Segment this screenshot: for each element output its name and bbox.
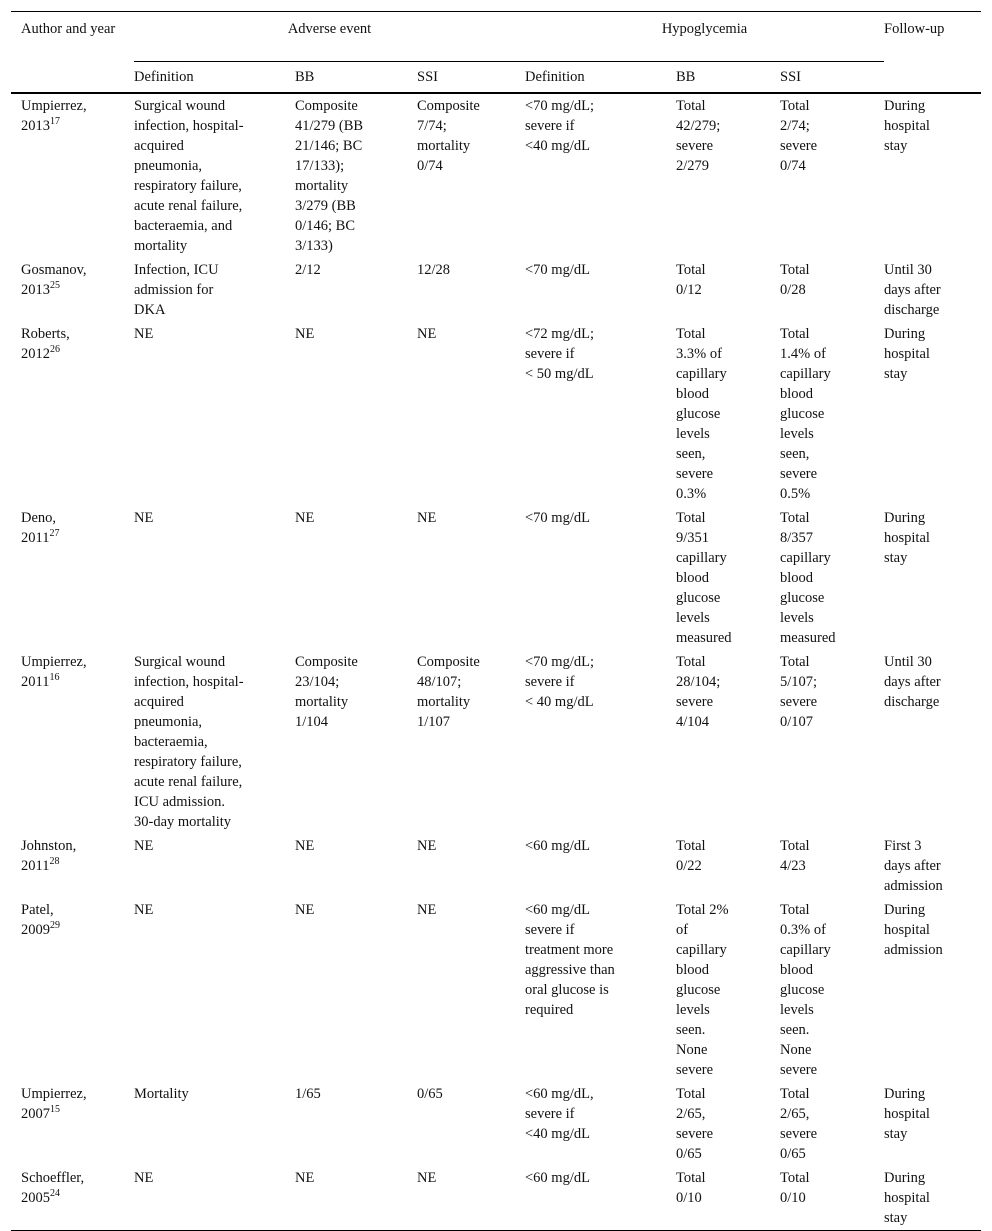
reference-superscript: 24 xyxy=(50,1188,60,1200)
hypo-bb-cell-text: Total 9/351 capillary blood glucose levels measured xyxy=(676,510,732,646)
header-hypoglycemia: Hypoglycemia xyxy=(525,12,884,62)
ae-ssi-cell xyxy=(417,898,525,1082)
header-hypo-ssi: SSI xyxy=(780,69,801,85)
table-row xyxy=(11,898,981,1082)
author-cell xyxy=(11,93,134,258)
ae-ssi-cell-text: NE xyxy=(417,838,437,854)
follow-up-cell xyxy=(884,834,981,898)
hypo-definition-cell xyxy=(525,898,676,1082)
header-author-year: Author and year xyxy=(21,21,116,37)
hypo-ssi-cell-text: Total 0/28 xyxy=(780,262,810,298)
ae-definition-cell xyxy=(134,650,295,834)
ae-ssi-cell-text: NE xyxy=(417,1170,437,1186)
ae-definition-cell xyxy=(134,506,295,650)
table-row xyxy=(11,1082,981,1166)
hypo-ssi-cell xyxy=(780,258,884,322)
hypo-bb-cell xyxy=(676,322,780,506)
author-cell xyxy=(11,1082,134,1166)
hypo-definition-cell xyxy=(525,834,676,898)
ae-ssi-cell-text: NE xyxy=(417,510,437,526)
ae-ssi-cell-text: Composite 7/74; mortality 0/74 xyxy=(417,98,480,174)
ae-ssi-cell xyxy=(417,1082,525,1166)
ae-bb-cell-text: NE xyxy=(295,510,315,526)
author-cell-text: Patel, 2009 xyxy=(21,902,54,938)
table-row xyxy=(11,93,981,258)
hypo-ssi-cell-text: Total 2/74; severe 0/74 xyxy=(780,98,818,174)
hypo-bb-cell-text: Total 0/22 xyxy=(676,838,706,874)
ae-ssi-cell-text: NE xyxy=(417,902,437,918)
follow-up-cell xyxy=(884,93,981,258)
hypo-bb-cell xyxy=(676,258,780,322)
ae-bb-cell-text: 2/12 xyxy=(295,262,321,278)
reference-superscript: 15 xyxy=(50,1104,60,1116)
hypo-bb-cell-text: Total 2/65, severe 0/65 xyxy=(676,1086,714,1162)
ae-definition-cell-text: NE xyxy=(134,510,154,526)
hypo-definition-cell-text: <60 mg/dL xyxy=(525,838,590,854)
ae-definition-cell-text: Surgical wound infection, hospital- acquired pneumonia, respiratory failure, acute renal failure, bacteraemia, and mortality xyxy=(134,98,244,254)
hypo-ssi-cell xyxy=(780,506,884,650)
author-cell xyxy=(11,650,134,834)
follow-up-cell-text: Until 30 days after discharge xyxy=(884,654,941,710)
author-cell xyxy=(11,506,134,650)
hypo-ssi-cell-text: Total 4/23 xyxy=(780,838,810,874)
hypo-definition-cell-text: <70 mg/dL xyxy=(525,262,590,278)
ae-bb-cell xyxy=(295,650,417,834)
hypo-definition-cell-text: <70 mg/dL; severe if <40 mg/dL xyxy=(525,98,594,154)
follow-up-cell-text: During hospital stay xyxy=(884,510,930,566)
ae-definition-cell-text: NE xyxy=(134,838,154,854)
header-hypo-definition: Definition xyxy=(525,69,585,85)
ae-definition-cell xyxy=(134,834,295,898)
hypo-bb-cell xyxy=(676,834,780,898)
ae-definition-cell xyxy=(134,1166,295,1231)
ae-ssi-cell xyxy=(417,1166,525,1231)
follow-up-cell xyxy=(884,322,981,506)
hypo-ssi-cell-text: Total 1.4% of capillary blood glucose levels seen, severe 0.5% xyxy=(780,326,831,502)
ae-ssi-cell xyxy=(417,650,525,834)
ae-bb-cell xyxy=(295,258,417,322)
ae-definition-cell xyxy=(134,898,295,1082)
follow-up-cell xyxy=(884,1082,981,1166)
ae-definition-cell-text: Infection, ICU admission for DKA xyxy=(134,262,219,318)
hypo-ssi-cell xyxy=(780,834,884,898)
hypo-ssi-cell xyxy=(780,1166,884,1231)
hypo-definition-cell xyxy=(525,322,676,506)
hypo-bb-cell-text: Total 0/12 xyxy=(676,262,706,298)
hypo-definition-cell-text: <70 mg/dL xyxy=(525,510,590,526)
ae-ssi-cell-text: 12/28 xyxy=(417,262,451,278)
header-row-sub xyxy=(11,62,981,94)
ae-bb-cell-text: NE xyxy=(295,838,315,854)
reference-superscript: 29 xyxy=(50,920,60,932)
hypo-ssi-cell xyxy=(780,322,884,506)
author-cell-text: Umpierrez, 2007 xyxy=(21,1086,87,1122)
header-ae-bb: BB xyxy=(295,69,315,85)
reference-superscript: 27 xyxy=(49,528,60,540)
ae-bb-cell-text: 1/65 xyxy=(295,1086,321,1102)
hypo-bb-cell-text: Total 28/104; severe 4/104 xyxy=(676,654,721,730)
ae-definition-cell-text: NE xyxy=(134,902,154,918)
hypo-definition-cell-text: <60 mg/dL severe if treatment more aggressive than oral glucose is required xyxy=(525,902,615,1018)
author-cell xyxy=(11,322,134,506)
header-ae-ssi: SSI xyxy=(417,69,438,85)
author-cell-text: Umpierrez, 2011 xyxy=(21,654,87,690)
hypo-ssi-cell-text: Total 0.3% of capillary blood glucose levels seen. None severe xyxy=(780,902,831,1078)
ae-definition-cell-text: Surgical wound infection, hospital- acquired pneumonia, bacteraemia, respiratory failure, acute renal failure, ICU admission. 30-day mortality xyxy=(134,654,244,830)
ae-definition-cell-text: Mortality xyxy=(134,1086,189,1102)
ae-bb-cell-text: NE xyxy=(295,326,315,342)
hypo-bb-cell-text: Total 3.3% of capillary blood glucose levels seen, severe 0.3% xyxy=(676,326,727,502)
author-cell-text: Umpierrez, 2013 xyxy=(21,98,87,134)
reference-superscript: 28 xyxy=(49,856,60,868)
follow-up-cell xyxy=(884,898,981,1082)
hypo-ssi-cell xyxy=(780,93,884,258)
author-cell xyxy=(11,898,134,1082)
hypo-ssi-cell-text: Total 8/357 capillary blood glucose levels measured xyxy=(780,510,836,646)
ae-ssi-cell-text: Composite 48/107; mortality 1/107 xyxy=(417,654,480,730)
ae-definition-cell xyxy=(134,1082,295,1166)
hypo-definition-cell xyxy=(525,506,676,650)
header-ae-definition: Definition xyxy=(134,69,194,85)
hypo-ssi-cell-text: Total 2/65, severe 0/65 xyxy=(780,1086,818,1162)
ae-bb-cell-text: Composite 41/279 (BB 21/146; BC 17/133); mortality 3/279 (BB 0/146; BC 3/133) xyxy=(295,98,364,254)
hypo-bb-cell-text: Total 42/279; severe 2/279 xyxy=(676,98,721,174)
hypo-ssi-cell-text: Total 5/107; severe 0/107 xyxy=(780,654,818,730)
ae-bb-cell-text: Composite 23/104; mortality 1/104 xyxy=(295,654,358,730)
ae-bb-cell xyxy=(295,322,417,506)
hypo-bb-cell xyxy=(676,650,780,834)
header-row-group xyxy=(11,12,981,62)
follow-up-cell xyxy=(884,258,981,322)
ae-definition-cell xyxy=(134,322,295,506)
header-hypo-bb: BB xyxy=(676,69,696,85)
author-cell-text: Gosmanov, 2013 xyxy=(21,262,87,298)
follow-up-cell-text: During hospital stay xyxy=(884,1086,930,1142)
hypo-bb-cell xyxy=(676,93,780,258)
hypo-ssi-cell-text: Total 0/10 xyxy=(780,1170,810,1206)
reference-superscript: 16 xyxy=(49,672,60,684)
table-row xyxy=(11,322,981,506)
ae-bb-cell-text: NE xyxy=(295,1170,315,1186)
hypo-definition-cell-text: <60 mg/dL xyxy=(525,1170,590,1186)
hypo-definition-cell-text: <60 mg/dL, severe if <40 mg/dL xyxy=(525,1086,594,1142)
author-cell xyxy=(11,834,134,898)
ae-definition-cell xyxy=(134,93,295,258)
hypo-definition-cell xyxy=(525,258,676,322)
ae-ssi-cell xyxy=(417,322,525,506)
ae-definition-cell xyxy=(134,258,295,322)
hypo-definition-cell xyxy=(525,650,676,834)
ae-bb-cell xyxy=(295,506,417,650)
ae-bb-cell-text: NE xyxy=(295,902,315,918)
hypo-definition-cell xyxy=(525,1082,676,1166)
follow-up-cell xyxy=(884,1166,981,1231)
follow-up-cell-text: During hospital stay xyxy=(884,326,930,382)
ae-ssi-cell-text: 0/65 xyxy=(417,1086,443,1102)
author-cell-text: Roberts, 2012 xyxy=(21,326,70,362)
hypo-ssi-cell xyxy=(780,898,884,1082)
ae-ssi-cell xyxy=(417,834,525,898)
follow-up-cell-text: First 3 days after admission xyxy=(884,838,943,894)
hypo-bb-cell xyxy=(676,898,780,1082)
ae-definition-cell-text: NE xyxy=(134,326,154,342)
table-row xyxy=(11,834,981,898)
reference-superscript: 17 xyxy=(50,116,60,128)
follow-up-cell xyxy=(884,650,981,834)
ae-ssi-cell xyxy=(417,506,525,650)
follow-up-cell-text: During hospital stay xyxy=(884,1170,930,1226)
reference-superscript: 26 xyxy=(50,344,60,356)
ae-bb-cell xyxy=(295,1166,417,1231)
hypo-definition-cell-text: <70 mg/dL; severe if < 40 mg/dL xyxy=(525,654,594,710)
header-adverse-event: Adverse event xyxy=(134,12,525,62)
ae-ssi-cell xyxy=(417,258,525,322)
author-cell-text: Deno, 2011 xyxy=(21,510,57,546)
hypo-bb-cell xyxy=(676,1166,780,1231)
data-table xyxy=(11,11,981,1231)
follow-up-cell-text: Until 30 days after discharge xyxy=(884,262,941,318)
ae-bb-cell xyxy=(295,1082,417,1166)
ae-bb-cell xyxy=(295,898,417,1082)
hypo-ssi-cell xyxy=(780,1082,884,1166)
hypo-definition-cell-text: <72 mg/dL; severe if < 50 mg/dL xyxy=(525,326,594,382)
table-row xyxy=(11,650,981,834)
author-cell xyxy=(11,258,134,322)
hypo-bb-cell-text: Total 0/10 xyxy=(676,1170,706,1206)
header-follow-up: Follow-up xyxy=(884,21,945,37)
hypo-definition-cell xyxy=(525,1166,676,1231)
hypo-bb-cell xyxy=(676,1082,780,1166)
author-cell-text: Johnston, 2011 xyxy=(21,838,77,874)
ae-definition-cell-text: NE xyxy=(134,1170,154,1186)
table-row xyxy=(11,506,981,650)
hypo-definition-cell xyxy=(525,93,676,258)
ae-ssi-cell xyxy=(417,93,525,258)
ae-bb-cell xyxy=(295,834,417,898)
table-row xyxy=(11,258,981,322)
follow-up-cell xyxy=(884,506,981,650)
author-cell-text: Schoeffler, 2005 xyxy=(21,1170,85,1206)
ae-bb-cell xyxy=(295,93,417,258)
table-row xyxy=(11,1166,981,1231)
hypo-ssi-cell xyxy=(780,650,884,834)
hypo-bb-cell-text: Total 2% of capillary blood glucose levels seen. None severe xyxy=(676,902,729,1078)
follow-up-cell-text: During hospital stay xyxy=(884,98,930,154)
reference-superscript: 25 xyxy=(50,280,60,292)
author-cell xyxy=(11,1166,134,1231)
table-body xyxy=(11,93,981,1231)
follow-up-cell-text: During hospital admission xyxy=(884,902,943,958)
ae-ssi-cell-text: NE xyxy=(417,326,437,342)
hypo-bb-cell xyxy=(676,506,780,650)
